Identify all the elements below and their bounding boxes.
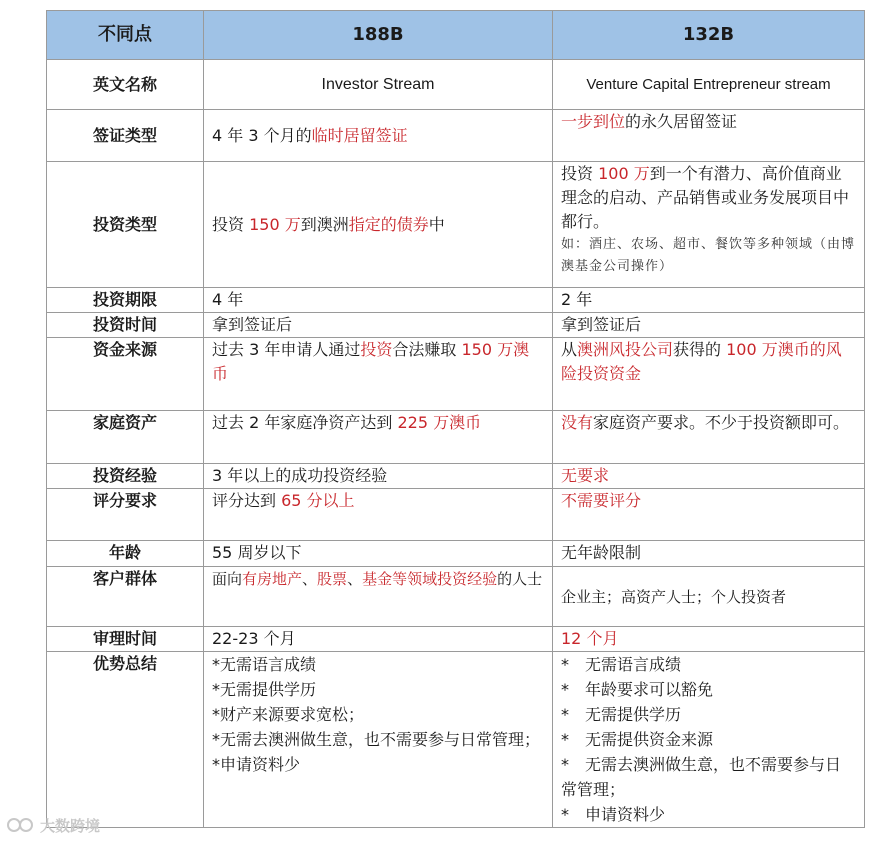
watermark-logo-icon xyxy=(6,815,36,835)
row-label: 投资期限 xyxy=(47,288,204,313)
row-label: 资金来源 xyxy=(47,338,204,411)
list-item: * 无需去澳洲做生意，也不需要参与日常管理； xyxy=(561,755,842,799)
cell-132b: 拿到签证后 xyxy=(553,313,865,338)
cell-188b: 投资 150 万到澳洲指定的债券中 xyxy=(204,162,553,288)
cell-132b: 一步到位的永久居留签证 xyxy=(553,110,865,162)
cell-188b: 评分达到 65 分以上 xyxy=(204,489,553,541)
row-label: 签证类型 xyxy=(47,110,204,162)
cell-132b: 投资 100 万到一个有潜力、高价值商业理念的启动、产品销售或业务发展项目中都行。 如：酒庄、农场、超市、餐饮等多种领域（由博澳基金公司操作） xyxy=(553,162,865,288)
row-processing-time xyxy=(47,627,865,652)
cell-132b: 无年龄限制 xyxy=(553,541,865,567)
list-item: *财产来源要求宽松； xyxy=(212,705,365,724)
list-item: * 无需提供学历 xyxy=(561,705,682,724)
row-advantages xyxy=(47,652,865,828)
cell-132b: 不需要评分 xyxy=(553,489,865,541)
row-score-requirement xyxy=(47,489,865,541)
header-188b: 188B xyxy=(204,11,553,60)
list-item: * 申请资料少 xyxy=(561,805,666,824)
cell-132b: Venture Capital Entrepreneur stream xyxy=(553,60,865,110)
cell-188b: 22-23 个月 xyxy=(204,627,553,652)
row-label: 审理时间 xyxy=(47,627,204,652)
row-family-assets xyxy=(47,411,865,464)
row-fund-source xyxy=(47,338,865,411)
row-label: 优势总结 xyxy=(47,652,204,828)
list-item: * 无需语言成绩 xyxy=(561,655,682,674)
header-diff: 不同点 xyxy=(47,11,204,60)
watermark-text: 大数跨境 xyxy=(40,816,101,835)
list-item: *无需语言成绩 xyxy=(212,655,317,674)
row-english-name xyxy=(47,60,865,110)
cell-132b: 2 年 xyxy=(553,288,865,313)
cell-132b: 12 个月 xyxy=(553,627,865,652)
row-age xyxy=(47,541,865,567)
header-132b: 132B xyxy=(553,11,865,60)
watermark xyxy=(6,812,136,838)
list-item: *申请资料少 xyxy=(212,755,301,774)
row-client-group xyxy=(47,567,865,627)
list-item: *无需提供学历 xyxy=(212,680,317,699)
comparison-table xyxy=(46,10,865,828)
cell-188b: 拿到签证后 xyxy=(204,313,553,338)
list-item: * 无需提供资金来源 xyxy=(561,730,714,749)
cell-188b: 过去 2 年家庭净资产达到 225 万澳币 xyxy=(204,411,553,464)
row-label: 年龄 xyxy=(47,541,204,567)
row-label: 投资经验 xyxy=(47,464,204,489)
list-item: * 年龄要求可以豁免 xyxy=(561,680,714,699)
cell-132b: 没有家庭资产要求。不少于投资额即可。 xyxy=(553,411,865,464)
cell-132b: 从澳洲风投公司获得的 100 万澳币的风险投资资金 xyxy=(553,338,865,411)
cell-188b: 55 周岁以下 xyxy=(204,541,553,567)
cell-188b: 4 年 xyxy=(204,288,553,313)
row-visa-type xyxy=(47,110,865,162)
row-investment-experience xyxy=(47,464,865,489)
header-row xyxy=(47,11,865,60)
cell-132b: 企业主；高资产人士；个人投资者 xyxy=(553,567,865,627)
cell-188b: 过去 3 年申请人通过投资合法赚取 150 万澳币 xyxy=(204,338,553,411)
cell-188b: 3 年以上的成功投资经验 xyxy=(204,464,553,489)
row-investment-term xyxy=(47,288,865,313)
row-label: 客户群体 xyxy=(47,567,204,627)
cell-188b: Investor Stream xyxy=(204,60,553,110)
row-label: 评分要求 xyxy=(47,489,204,541)
cell-188b: 4 年 3 个月的临时居留签证 xyxy=(204,110,553,162)
row-investment-type xyxy=(47,162,865,288)
row-investment-time xyxy=(47,313,865,338)
cell-188b: 面向有房地产、股票、基金等领域投资经验的人士 xyxy=(204,567,553,627)
cell-132b xyxy=(553,652,865,828)
cell-132b: 无要求 xyxy=(553,464,865,489)
row-label: 英文名称 xyxy=(47,60,204,110)
row-label: 投资时间 xyxy=(47,313,204,338)
cell-188b xyxy=(204,652,553,828)
list-item: *无需去澳洲做生意，也不需要参与日常管理； xyxy=(212,730,541,749)
row-label: 投资类型 xyxy=(47,162,204,288)
row-label: 家庭资产 xyxy=(47,411,204,464)
examples-note: 如：酒庄、农场、超市、餐饮等多种领域（由博澳基金公司操作） xyxy=(561,237,856,274)
